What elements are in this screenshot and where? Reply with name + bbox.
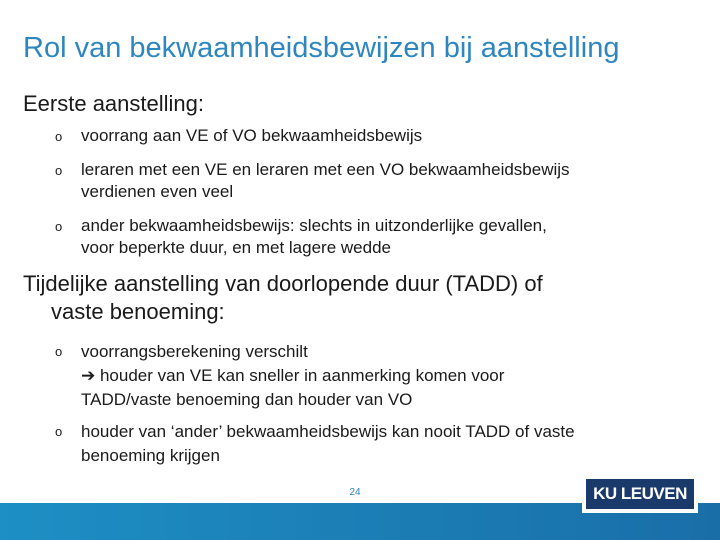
logo-text: KU LEUVEN: [593, 484, 687, 503]
bullet-text: voorrangsberekening verschilt: [81, 342, 308, 361]
bullet-marker: o: [55, 344, 63, 359]
bullet-text: houder van ‘ander’ bekwaamheidsbewijs kan nooit TADD of vaste: [81, 422, 575, 441]
section-heading-tadd: [23, 270, 543, 326]
bullet-marker: o: [55, 424, 63, 439]
section-heading-eerste-aanstelling: Eerste aanstelling:: [23, 91, 204, 116]
section-heading-line: Tijdelijke aanstelling van doorlopende duur (TADD) of: [23, 271, 543, 296]
bullet-marker: o: [55, 219, 63, 234]
section-heading-line: vaste benoeming:: [51, 299, 225, 324]
bullet-text: voorrang aan VE of VO bekwaamheidsbewijs: [81, 126, 423, 145]
bullet-marker: o: [55, 163, 63, 178]
ku-leuven-logo: [582, 475, 698, 513]
bullet-text: leraren met een VE en leraren met een VO bekwaamheidsbewijs: [81, 160, 570, 179]
slide-title: Rol van bekwaamheidsbewijzen bij aanstelling: [23, 32, 620, 64]
bullet-text: ander bekwaamheidsbewijs: slechts in uitzonderlijke gevallen,: [81, 216, 547, 235]
bullet-text: ➔ houder van VE kan sneller in aanmerking komen voor: [81, 366, 505, 385]
bullet-text: TADD/vaste benoeming dan houder van VO: [81, 390, 413, 409]
bullet-text: verdienen even veel: [81, 182, 234, 201]
bullet-marker: o: [55, 129, 63, 144]
bullet-text: benoeming krijgen: [81, 446, 220, 465]
page-number: 24: [349, 487, 361, 498]
bullet-text: voor beperkte duur, en met lagere wedde: [81, 238, 391, 257]
